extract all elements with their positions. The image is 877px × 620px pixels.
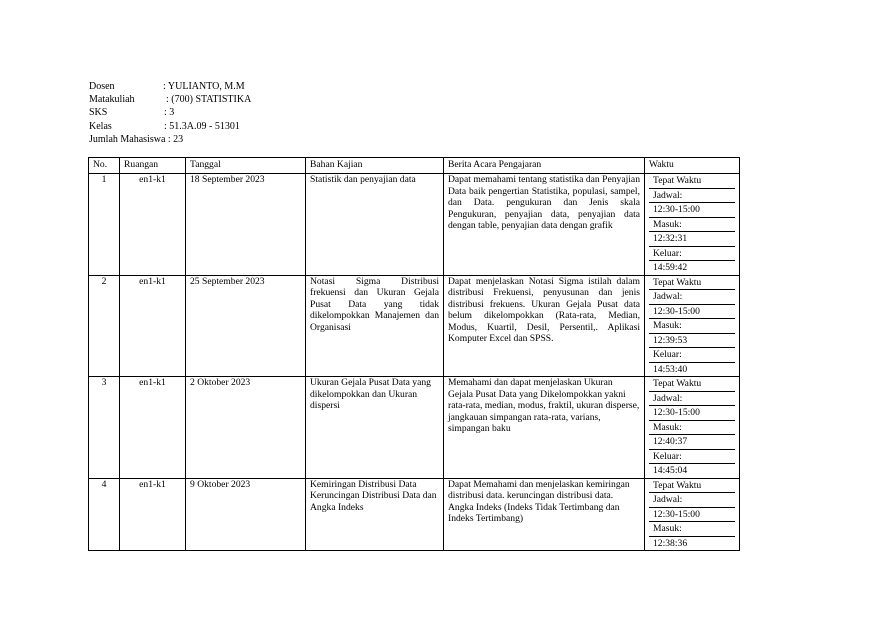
masuk-value: 12:32:31 — [649, 232, 735, 247]
col-header-berita-acara: Berita Acara Pengajaran — [444, 158, 645, 174]
jumlah-mahasiswa: Jumlah Mahasiswa : 23 — [89, 133, 184, 145]
teaching-journal-table — [88, 157, 740, 551]
waktu-status: Tepat Waktu — [649, 276, 735, 291]
matakuliah-label: Matakuliah — [89, 94, 135, 106]
col-header-waktu: Waktu — [645, 158, 740, 174]
waktu-status: Tepat Waktu — [649, 174, 735, 189]
jadwal-label: Jadwal: — [649, 189, 735, 204]
col-header-ruangan: Ruangan — [120, 158, 186, 174]
table-header-row — [89, 158, 740, 174]
masuk-label: Masuk: — [649, 522, 735, 537]
col-header-tanggal: Tanggal — [186, 158, 306, 174]
table-row — [89, 478, 740, 551]
col-header-no: No. — [89, 158, 120, 174]
row-no: 4 — [89, 478, 120, 551]
row-no: 3 — [89, 377, 120, 479]
row-ruangan: en1-k1 — [120, 275, 186, 377]
sks-label: SKS — [89, 107, 108, 119]
jadwal-label: Jadwal: — [649, 392, 735, 407]
masuk-label: Masuk: — [649, 218, 735, 233]
keluar-value: 14:45:04 — [653, 465, 688, 476]
jadwal-value: 12:30-15:00 — [649, 203, 735, 218]
dosen-value: : YULIANTO, M.M — [163, 81, 245, 92]
sks-value: : 3 — [164, 107, 175, 119]
keluar-label: Keluar: — [649, 348, 735, 363]
table-row — [89, 174, 740, 276]
keluar-label: Keluar: — [649, 450, 735, 465]
row-bahan-kajian: Notasi Sigma Distribusi frekuensi dan Ukuran Gejala Pusat Data yang tidak dikelompokkan Manajemen dan Organisasi — [306, 275, 444, 377]
row-ruangan: en1-k1 — [120, 174, 186, 276]
jadwal-value: 12:30-15:00 — [649, 305, 735, 320]
masuk-value: 12:38:36 — [653, 537, 688, 549]
row-tanggal: 9 Oktober 2023 — [186, 478, 306, 551]
keluar-label: Keluar: — [649, 247, 735, 262]
jadwal-label: Jadwal: — [649, 290, 735, 305]
table-row — [89, 275, 740, 377]
col-header-bahan-kajian: Bahan Kajian — [306, 158, 444, 174]
waktu-status: Tepat Waktu — [649, 377, 735, 392]
row-waktu — [645, 377, 740, 479]
jadwal-value: 12:30-15:00 — [649, 508, 735, 523]
row-waktu — [645, 174, 740, 276]
row-berita-acara: Dapat Memahami dan menjelaskan kemiringan distribusi data. keruncingan distribusi data. Angka Indeks (Indeks Tidak Tertimbang dan Indeks Tertimbang) — [444, 478, 645, 551]
row-tanggal: 2 Oktober 2023 — [186, 377, 306, 479]
matakuliah-value: : (700) STATISTIKA — [166, 94, 252, 106]
row-bahan-kajian: Statistik dan penyajian data — [306, 174, 444, 276]
row-no: 1 — [89, 174, 120, 276]
table-row — [89, 377, 740, 479]
row-bahan-kajian: Kemiringan Distribusi Data Keruncingan Distribusi Data dan Angka Indeks — [306, 478, 444, 551]
row-waktu — [645, 478, 740, 551]
jadwal-label: Jadwal: — [649, 493, 735, 508]
masuk-value: 12:39:53 — [649, 334, 735, 349]
keluar-value: 14:59:42 — [653, 262, 688, 273]
keluar-value: 14:53:40 — [653, 363, 688, 375]
kelas-label: Kelas — [89, 120, 112, 132]
row-bahan-kajian: Ukuran Gejala Pusat Data yang dikelompokkan dan Ukuran dispersi — [306, 377, 444, 479]
row-tanggal: 25 September 2023 — [186, 275, 306, 377]
row-tanggal: 18 September 2023 — [186, 174, 306, 276]
jadwal-value: 12:30-15:00 — [649, 406, 735, 421]
kelas-value: : 51.3A.09 - 51301 — [164, 120, 240, 132]
row-ruangan: en1-k1 — [120, 478, 186, 551]
row-berita-acara: Dapat menjelaskan Notasi Sigma istilah dalam distribusi Frekuensi, penyusunan dan jenis distribusi frekuens. Ukuran Gejala Pusat data belum dikelompokkan (Rata-rata, Median, Modus, Kuartil, Desil, Persentil,. Aplikasi Komputer Excel dan SPSS. — [444, 275, 645, 377]
row-berita-acara: Dapat memahami tentang statistika dan Penyajian Data baik pengertian Statistika, populasi, sampel, dan Data. pengukuran dan Jenis skala Pengukuran, penyajian data, penyajian data dengan table, penyajian data dengan grafik — [444, 174, 645, 276]
row-waktu — [645, 275, 740, 377]
masuk-value: 12:40:37 — [649, 435, 735, 450]
dosen-label: Dosen — [89, 81, 115, 92]
row-no: 2 — [89, 275, 120, 377]
row-berita-acara: Memahami dan dapat menjelaskan Ukuran Gejala Pusat Data yang Dikelompokkan yakni rata-rata, median, modus, fraktil, ukuran disperse, jangkauan simpangan rata-rata, varians, simpangan baku — [444, 377, 645, 479]
masuk-label: Masuk: — [649, 319, 735, 334]
masuk-label: Masuk: — [649, 421, 735, 436]
row-ruangan: en1-k1 — [120, 377, 186, 479]
waktu-status: Tepat Waktu — [649, 479, 735, 494]
